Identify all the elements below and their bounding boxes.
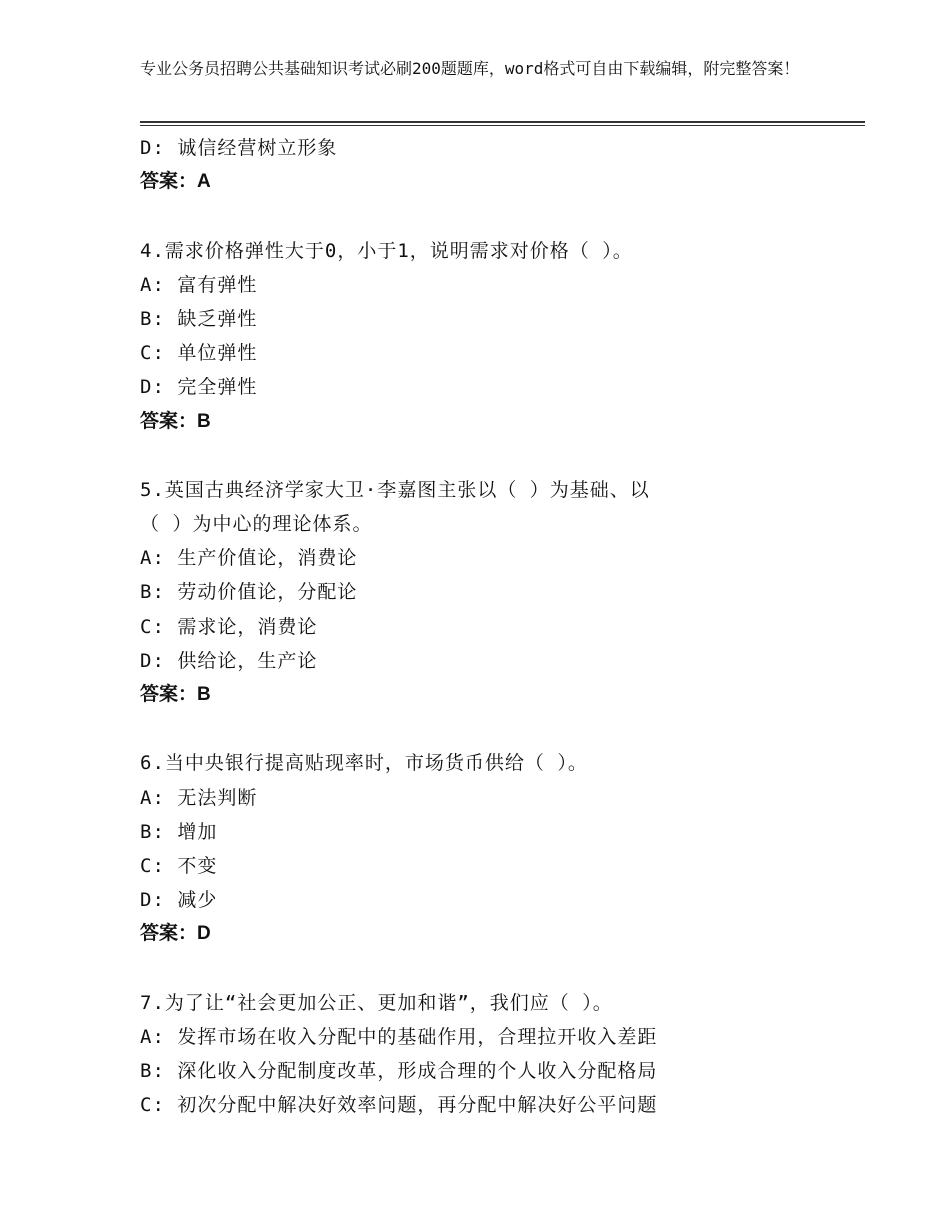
option-a: A: 无法判断 [140, 786, 258, 809]
question-stem: 4.需求价格弹性大于0，小于1，说明需求对价格（ ）。 [140, 239, 633, 262]
option-d: D: 完全弹性 [140, 376, 258, 399]
question-5 [140, 473, 865, 712]
spacer [140, 439, 865, 473]
question-7 [140, 986, 865, 1123]
spacer [140, 199, 865, 233]
question-6 [140, 746, 865, 951]
option-b: B: 缺乏弹性 [140, 307, 258, 330]
document-content [140, 131, 865, 1122]
question-3-tail [140, 131, 865, 199]
spacer [140, 952, 865, 986]
answer: 答案：B [140, 684, 211, 705]
question-stem-line-2: （ ）为中心的理论体系。 [140, 513, 373, 536]
option-c: C: 单位弹性 [140, 342, 258, 365]
question-stem-line-1: 5.英国古典经济学家大卫·李嘉图主张以（ ）为基础、以 [140, 478, 650, 501]
option-d: D: 诚信经营树立形象 [140, 137, 338, 159]
option-a: A: 发挥市场在收入分配中的基础作用，合理拉开收入差距 [140, 1025, 658, 1048]
question-stem: 7.为了让“社会更加公正、更加和谐”，我们应（ ）。 [140, 991, 613, 1014]
answer: 答案：D [140, 923, 211, 945]
header-rule-thick [140, 121, 865, 123]
option-a: A: 富有弹性 [140, 273, 258, 296]
option-d: D: 减少 [140, 889, 218, 912]
answer: 答案：A [140, 171, 211, 193]
option-a: A: 生产价值论，消费论 [140, 547, 358, 570]
option-d: D: 供给论，生产论 [140, 649, 318, 672]
spacer [140, 712, 865, 746]
option-c: C: 初次分配中解决好效率问题，再分配中解决好公平问题 [140, 1094, 658, 1117]
option-b: B: 增加 [140, 820, 218, 843]
option-b: B: 劳动价值论，分配论 [140, 581, 358, 604]
question-4 [140, 234, 865, 439]
question-stem: 6.当中央银行提高贴现率时，市场货币供给（ ）。 [140, 752, 588, 775]
answer: 答案：B [140, 410, 211, 432]
option-c: C: 不变 [140, 854, 218, 877]
page-header: 专业公务员招聘公共基础知识考试必刷200题题库，word格式可自由下载编辑，附完整答案！ [140, 59, 800, 78]
option-c: C: 需求论，消费论 [140, 615, 318, 638]
header-rule-thin [140, 125, 865, 126]
option-b: B: 深化收入分配制度改革，形成合理的个人收入分配格局 [140, 1060, 658, 1083]
